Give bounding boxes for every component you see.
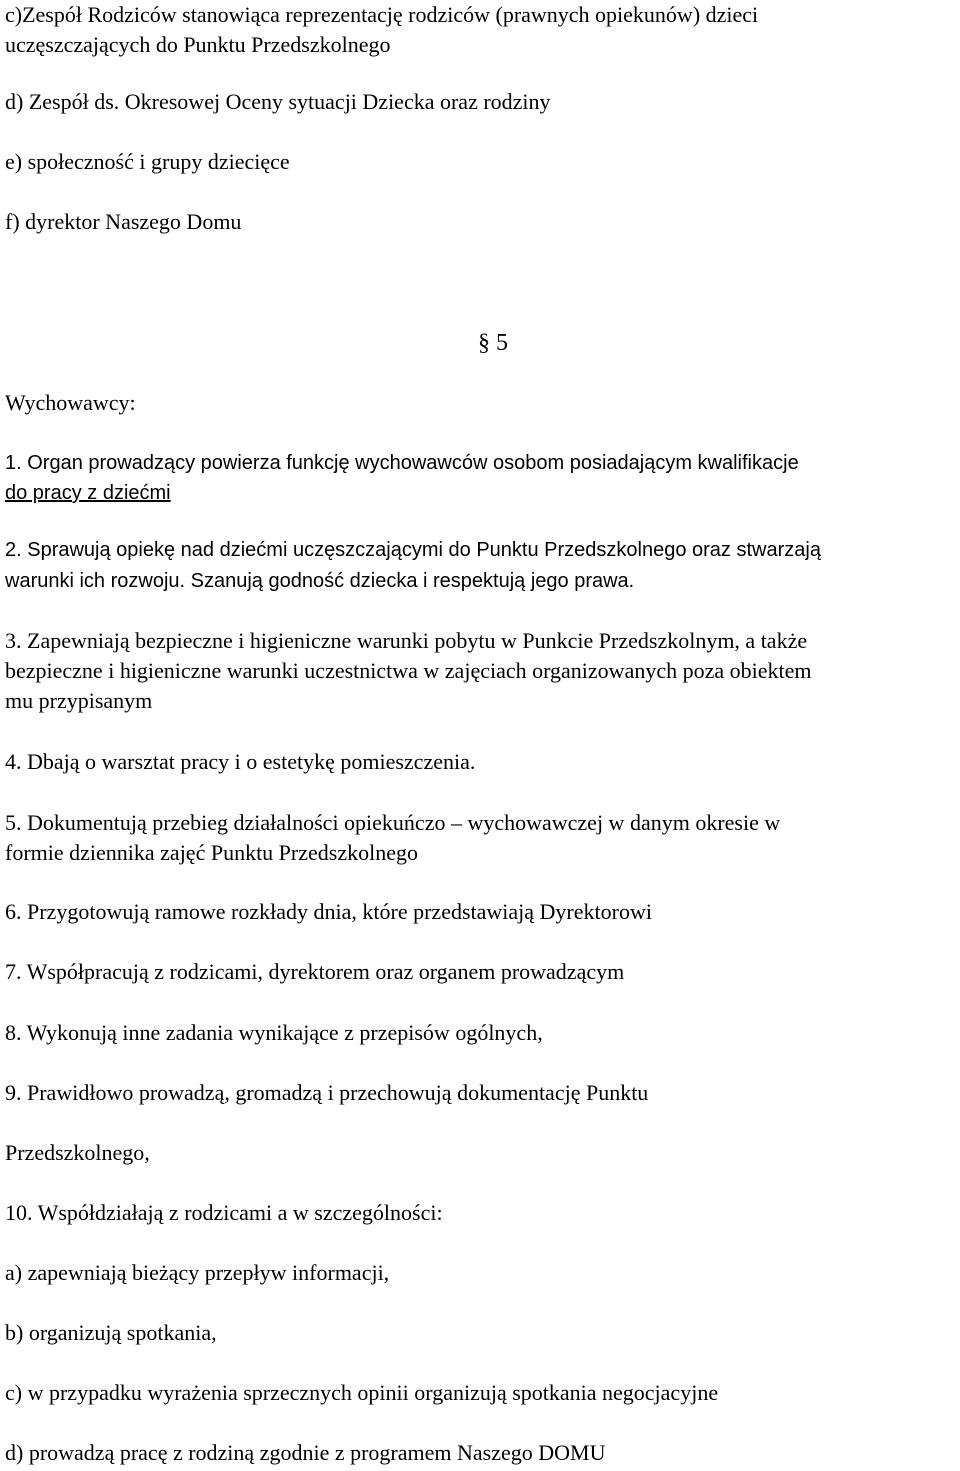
section-number: § 5 <box>478 330 508 356</box>
sub-item-d: d) prowadzą pracę z rodziną zgodnie z programem Naszego DOMU <box>5 1440 606 1465</box>
sub-item-c: c) w przypadku wyrażenia sprzecznych opinii organizują spotkania negocjacyjne <box>5 1380 719 1405</box>
intro-item-e: e) społeczność i grupy dziecięce <box>5 149 290 174</box>
item-1-line2: do pracy z dziećmi <box>5 482 171 504</box>
intro-item-d: d) Zespół ds. Okresowej Oceny sytuacji Dziecka oraz rodziny <box>5 89 551 114</box>
item-9-line1: 9. Prawidłowo prowadzą, gromadzą i przechowują dokumentację Punktu <box>5 1080 649 1105</box>
item-7: 7. Współpracują z rodzicami, dyrektorem oraz organem prowadzącym <box>5 959 625 984</box>
item-3-line3: mu przypisanym <box>5 688 153 713</box>
intro-item-c-line2: uczęszczających do Punktu Przedszkolnego <box>5 32 391 57</box>
sub-item-a: a) zapewniają bieżący przepływ informacji, <box>5 1260 390 1285</box>
sub-item-b: b) organizują spotkania, <box>5 1320 217 1345</box>
item-2-line2: warunki ich rozwoju. Szanują godność dziecka i respektują jego prawa. <box>5 570 635 592</box>
item-3-line2: bezpieczne i higieniczne warunki uczestnictwa w zajęciach organizowanych poza obiektem <box>5 658 812 683</box>
item-5-line1: 5. Dokumentują przebieg działalności opiekuńczo – wychowawczej w danym okresie w <box>5 810 781 835</box>
item-8: 8. Wykonują inne zadania wynikające z przepisów ogólnych, <box>5 1020 543 1045</box>
intro-item-f: f) dyrektor Naszego Domu <box>5 209 242 234</box>
item-2-line1: 2. Sprawują opiekę nad dziećmi uczęszczającymi do Punktu Przedszkolnego oraz stwarzają <box>5 539 821 561</box>
item-4: 4. Dbają o warsztat pracy i o estetykę pomieszczenia. <box>5 749 476 774</box>
item-3-line1: 3. Zapewniają bezpieczne i higieniczne warunki pobytu w Punkcie Przedszkolnym, a także <box>5 628 808 653</box>
item-9-line2: Przedszkolnego, <box>5 1140 150 1165</box>
item-6: 6. Przygotowują ramowe rozkłady dnia, które przedstawiają Dyrektorowi <box>5 899 652 924</box>
item-1-line1: 1. Organ prowadzący powierza funkcję wychowawców osobom posiadającym kwalifikacje <box>5 452 799 474</box>
item-5-line2: formie dziennika zajęć Punktu Przedszkolnego <box>5 840 418 865</box>
item-10: 10. Współdziałają z rodzicami a w szczególności: <box>5 1200 443 1225</box>
intro-item-c-line1: c)Zespół Rodziców stanowiąca reprezentację rodziców (prawnych opiekunów) dzieci <box>5 2 759 27</box>
section-heading: Wychowawcy: <box>5 390 136 415</box>
